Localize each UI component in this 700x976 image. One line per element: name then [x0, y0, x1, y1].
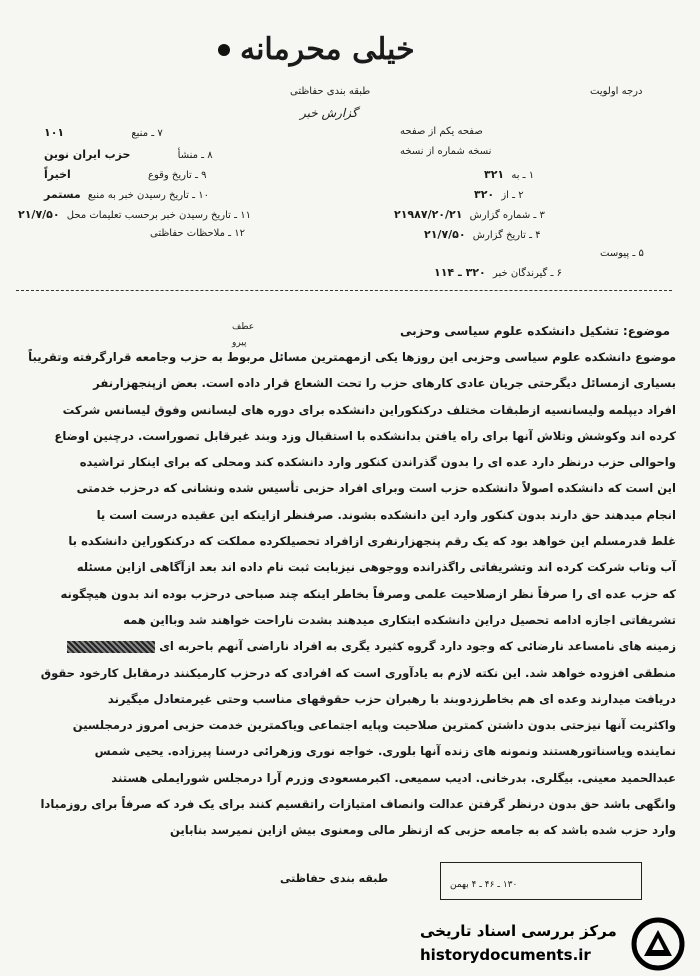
body-line: که حزب عده ای را صرفاً نظر ازصلاحیت علمی وصرفاً بخاطر اینکه چند صباحی درحزب بوده اند بدون هیچگونه	[60, 586, 676, 601]
redaction-mark	[67, 641, 155, 653]
body-line: دریافت میدارند وعده ای هم بخاطرزدوبند با رهبران حزب حقوقهای مناسب وحتی غیرمتعادل میگیرند	[107, 691, 676, 706]
body-line: نماینده ویاسناتورهستند ونمونه های زنده آنها بلوری. خواجه نوری وزهرائی درسنا پیرزاده. یحیی شمس	[94, 744, 676, 759]
field-page: صفحه یکم از صفحه	[400, 126, 483, 137]
field-to: ۱ ـ به ۳۲۱	[484, 168, 535, 181]
field-arrival-date: ۱۰ ـ تاریخ رسیدن خبر به منبع مستمر	[44, 188, 209, 201]
body-line: کرده اند وکوشش وتلاش آنها برای راه یافتن بدانشکده با استقبال وزد وبند غیرقابل تصوراست. درچنین اوضاع	[54, 428, 676, 443]
body-line: آب وتاب شرکت کرده اند وتشریفاتی راگذرانده ووجوهی نیزبابت ثبت نام داده اند بعد ازآگاهی ازاین مسئله	[76, 560, 676, 575]
report-body	[12, 344, 676, 844]
field-report-number: ۳ ـ شماره گزارش ۲۱۹۸۷/۲۰/۲۱	[394, 208, 545, 221]
field-event-date: ۹ ـ تاریخ وقوع اخیراً	[44, 168, 207, 181]
body-line: غلط قدرمسلم این خواهد بود که یک رقم پنجهزارنفری ازافراد تحصیلکرده مملکت که درکنکوراین دانشکده با	[68, 534, 676, 549]
field-source: ۷ ـ منبع ۱۰۱	[44, 126, 163, 139]
bottom-classification: طبقه بندی حفاظتی	[280, 872, 389, 885]
body-line: منطقی افزوده خواهد شد. این نکته لازم به یادآوری است که افرادی که درحزب کارمیکنند درمقابل کارخود حقوق	[40, 665, 676, 680]
body-line: وانگهی باشد حق بدون درنظر گرفتن عدالت وانصاف امتیازات راتقسیم کنند برای یک فرد که صرفاً برای روزمبادا	[40, 797, 676, 812]
watermark-url: historydocuments.ir	[420, 946, 591, 964]
body-line: وارد حزب شده باشد که به جامعه حزبی که ازنظر مالی ومعنوی بیش ازاین نمیرسد بناباین	[169, 823, 676, 838]
divider	[16, 290, 672, 291]
stamp-dot	[218, 44, 230, 56]
field-security-notes: ۱۲ ـ ملاحظات حفاظتی	[150, 228, 245, 239]
body-line: زمینه های نامساعد نارضائی که وجود دارد گروه کثیرد یگری به افراد ناراضی آنهم باحربه ای	[12, 633, 676, 659]
report-title: گزارش خبر	[300, 106, 358, 120]
margin-ref: عطف	[232, 322, 255, 332]
margin-prev: پیرو	[232, 338, 247, 348]
archive-logo-icon	[630, 916, 686, 972]
field-recipients: ۶ ـ گیرندگان خبر ۳۲۰ ـ ۱۱۴	[434, 266, 562, 279]
body-line: واحوالی حزب درنظر دارد عده ای را بدون گذراندن کنکور وارد دانشکده کند ومحلی که برای اینکار تراشیده	[79, 455, 676, 470]
body-line: واکثریت آنها نیزحتی بدون داشتن کمترین صلاحیت وپایه اجتماعی ویاکمترین خدمت حزبی امروز درمجلسین	[72, 718, 676, 733]
body-line: عبدالحمید معینی. بیگلری. بدرخانی. ادیب سمیعی. اکبرمسعودی وزرم آرا درمجلس شورایملی هستند	[111, 770, 676, 785]
body-line: موضوع دانشکده علوم سیاسی وحزبی این روزها یکی ازمهمترین مسائل مربوط به حزب وجامعه قرارگرفته وتقریباً	[28, 350, 676, 364]
body-line: انجام میدهند حق دارند بدون کنکور وارد این دانشکده بشوند. صرفنظر ازاینکه این عقیده درست است یا	[96, 507, 676, 522]
field-report-date: ۴ ـ تاریخ گزارش ۲۱/۷/۵۰	[424, 228, 541, 241]
page-ref: ۱۳۰ ـ ۴۶ ـ ۴ بهمن	[450, 880, 518, 890]
body-line: بسیاری ازمسائل دیگرحتی جریان عادی کارهای حزب را تحت الشعاع قرار داده است. بعض ازپنجهزارنفر	[93, 376, 676, 391]
body-line: تشریفاتی اجازه ادامه تحصیل دراین دانشکده ابتکاری میدهند بشدت ناراحت خواهند شد وبااین همه	[123, 612, 676, 627]
field-attachment: ۵ ـ پیوست	[600, 248, 644, 259]
classification-title: خیلی محرمانه	[240, 32, 415, 67]
field-from: ۲ ـ از ۳۲۰	[474, 188, 524, 201]
classification-subtitle: طبقه بندی حفاظتی	[290, 86, 371, 97]
field-copy: نسخه شماره از نسخه	[400, 146, 492, 157]
field-origin: ۸ ـ منشأ حزب ایران نوین	[44, 148, 213, 161]
body-line: افراد دیپلمه ولیسانسیه ازطبقات مختلف درکنکوراین دانشکده برای دوره های لیسانس وفوق لیسانس شرکت	[62, 402, 676, 417]
field-arrival-local: ۱۱ ـ تاریخ رسیدن خبر برحسب تعلیمات محل ۲۱/۷/۵۰	[18, 208, 251, 221]
subject-line: موضوع: تشکیل دانشکده علوم سیاسی وحزبی	[399, 324, 670, 338]
body-line: این است که دانشکده اصولاً دانشکده حزب است وبرای افراد حزبی تأسیس شده ونشانی که درحزب خدمتی	[76, 481, 676, 496]
priority-label: درجه اولویت	[590, 86, 643, 97]
watermark-title: مرکز بررسی اسناد تاریخی	[420, 922, 617, 940]
